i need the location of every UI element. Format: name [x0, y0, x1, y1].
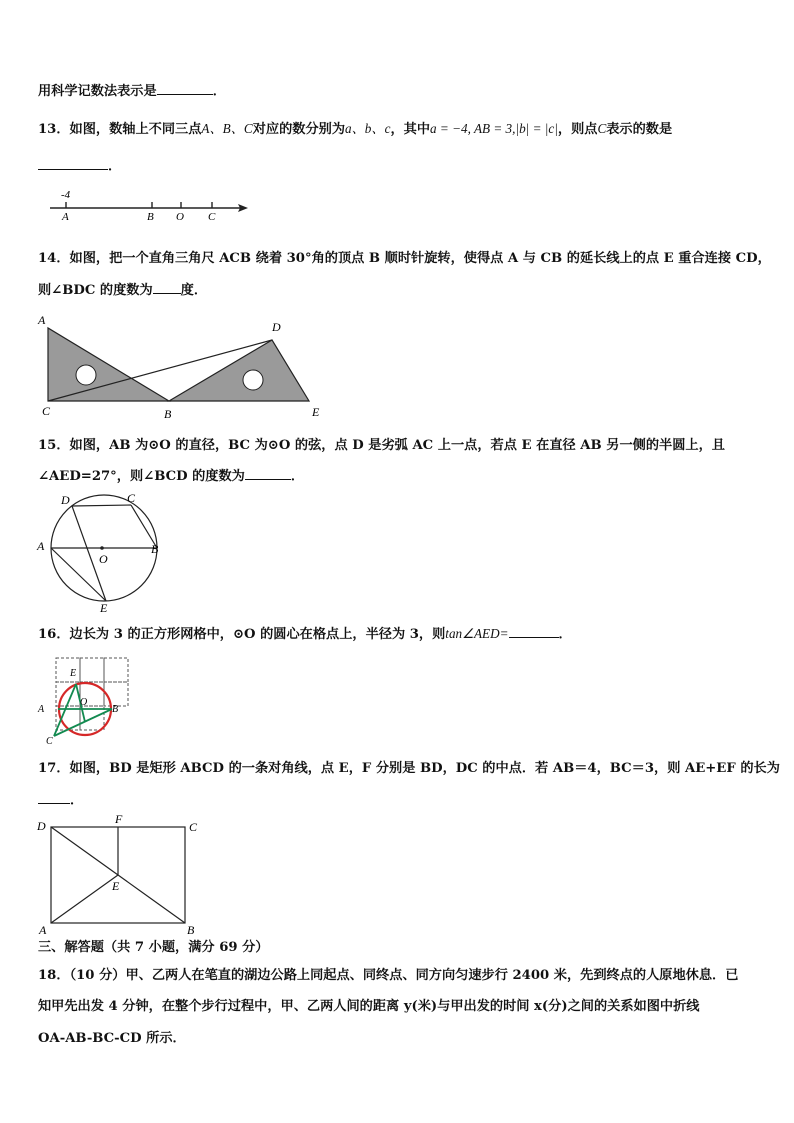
- q13-points: A、B、C: [201, 121, 253, 136]
- label-e: E: [70, 668, 77, 679]
- label-minus-four: -4: [61, 189, 71, 201]
- label-b: B: [112, 704, 119, 715]
- previous-question-tail: [38, 85, 226, 98]
- q17-answer-line: [38, 794, 83, 807]
- q13-stem-c: ，其中: [390, 122, 431, 137]
- q17-line1: 17．如图，BD 是矩形 ABCD 的一条对角线，点 E，F 分别是 BD，DC 的中点．若 AB＝4，BC＝3，则 AE+EF 的长为: [38, 761, 780, 776]
- label-e: E: [312, 405, 320, 419]
- label-a: A: [38, 313, 46, 327]
- number-line-figure: [44, 186, 254, 222]
- chord-ae: [51, 548, 106, 601]
- label-o: O: [176, 211, 184, 222]
- label-f: F: [115, 812, 123, 826]
- answer-blank: [509, 637, 559, 638]
- q13-point-c: C: [597, 121, 607, 136]
- label-a: A: [39, 923, 47, 936]
- q17-end: ．: [70, 793, 84, 808]
- label-a: A: [37, 539, 45, 553]
- q16-tan: tan∠AED=: [445, 626, 509, 641]
- label-c: C: [208, 211, 216, 222]
- chord-dc: [72, 505, 131, 506]
- label-e: E: [100, 601, 108, 614]
- q16-line1: [38, 627, 572, 641]
- label-o: O: [99, 552, 108, 566]
- q18-line3: OA-AB-BC-CD 所示．: [38, 1031, 186, 1046]
- section-title: 三、解答题（共 7 小题，满分 69 分）: [38, 940, 269, 955]
- q18-line2: 知甲先出发 4 分钟，在整个步行过程中，甲、乙两人间的距离 y(米)与甲出发的时间 x(分)之间的关系如图中折线: [38, 999, 700, 1014]
- label-c: C: [46, 736, 53, 746]
- grid-circle-figure: [34, 654, 134, 746]
- q13-condition: a = −4, AB = 3,|b| = |c|: [430, 121, 558, 136]
- label-d: D: [272, 320, 281, 334]
- top-line-text: 用科学记数法表示是: [38, 84, 157, 99]
- label-c: C: [189, 820, 198, 834]
- answer-blank: [153, 293, 181, 294]
- q13-end: ．: [108, 159, 122, 174]
- q13-stem-d: ，则点: [557, 122, 598, 137]
- q13-answer-line: [38, 160, 121, 173]
- triangle-acb: [48, 328, 169, 401]
- q13-stem-a: 13．如图，数轴上不同三点: [38, 122, 202, 137]
- label-a: A: [62, 211, 69, 222]
- q13-stem: [38, 122, 672, 136]
- answer-blank: [245, 479, 291, 480]
- label-e: E: [112, 879, 120, 893]
- answer-blank: [38, 803, 70, 804]
- q14-line2: [38, 284, 207, 297]
- label-b: B: [147, 211, 154, 222]
- rectangle-figure: [34, 812, 210, 936]
- triangle-rotation-figure: [34, 312, 330, 422]
- segment-ae: [51, 875, 118, 923]
- q13-stem-e: 表示的数是: [606, 122, 673, 137]
- q14-line2-end: 度．: [180, 283, 208, 298]
- label-b: B: [151, 542, 159, 556]
- circle-chord-figure: [34, 490, 170, 614]
- top-line-end: ．: [212, 84, 226, 99]
- q15-line2-text: ∠AED=27°，则∠BCD 的度数为: [38, 469, 245, 484]
- q13-values: a、b、c: [345, 121, 391, 136]
- q15-line1: 15．如图，AB 为⊙O 的直径，BC 为⊙O 的弦，点 D 是劣弧 AC 上一点，若点 E 在直径 AB 另一侧的半圆上，且: [38, 438, 725, 453]
- q18-line1: 18．（10 分）甲、乙两人在笔直的湖边公路上同起点、同终点、同方向匀速步行 2400 米，先到终点的人原地休息．已: [38, 968, 739, 983]
- label-d: D: [37, 819, 46, 833]
- hole-circle: [243, 370, 263, 390]
- label-b: B: [164, 407, 172, 421]
- label-c: C: [127, 491, 136, 505]
- q16-line1-text: 16．边长为 3 的正方形网格中，⊙O 的圆心在格点上，半径为 3，则: [38, 627, 446, 642]
- q15-line2: [38, 470, 304, 483]
- label-o: O: [80, 697, 88, 708]
- label-a: A: [38, 704, 45, 715]
- label-c: C: [42, 404, 51, 418]
- q16-end: ．: [558, 627, 572, 642]
- answer-blank: [157, 94, 213, 95]
- center-point: [100, 546, 104, 550]
- q14-line2-text: 则∠BDC 的度数为: [38, 283, 153, 298]
- hole-circle: [76, 365, 96, 385]
- label-d: D: [61, 493, 70, 507]
- q13-stem-b: 对应的数分别为: [252, 122, 346, 137]
- q14-line1: 14．如图，把一个直角三角尺 ACB 绕着 30°角的顶点 B 顺时针旋转，使得点 A 与 CB 的延长线上的点 E 重合连接 CD，: [38, 251, 771, 266]
- q15-line2-end: ．: [290, 469, 305, 484]
- answer-blank: [38, 169, 108, 170]
- label-b: B: [187, 923, 195, 936]
